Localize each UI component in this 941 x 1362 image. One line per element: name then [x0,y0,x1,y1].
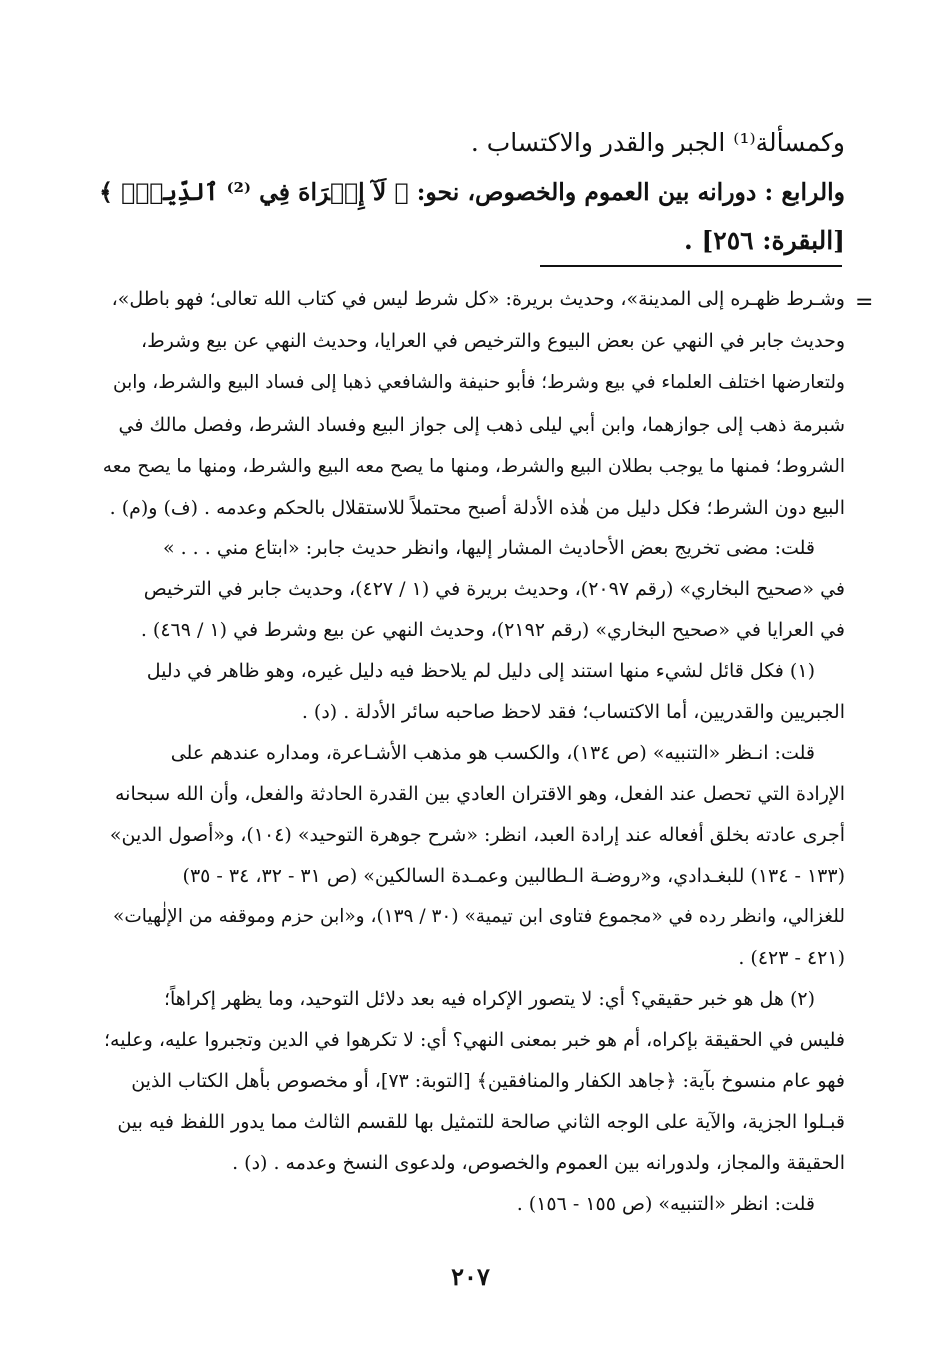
footnote-line: الحقيقة والمجاز، ولدورانه بين العموم والخصوص، ولدعوى النسخ وعدمه . (د) . [232,1152,845,1174]
footnote-line: (٤٢١ - ٤٢٣) . [738,947,845,969]
page-number: ٢٠٧ [451,1262,490,1291]
footnote-line: الإرادة التي تحصل عند الفعل، وهو الاقتران العادي بين القدرة الحادثة والفعل، وأن الله سبحانه [114,783,845,805]
main-text-line-3: [البقرة: ٢٥٦] . [684,226,845,255]
continuation-marker: = [855,290,874,315]
footnote-separator [540,265,842,267]
footnote-line: شبرمة ذهب إلى جوازهما، وابن أبي ليلى ذهب إلى جواز البيع وفساد الشرط، وفصل مالك في [118,414,845,436]
footnote-line: الجبريين والقدريين، أما الاكتساب؛ فقد لاحظ صاحبه سائر الأدلة . (د) . [301,701,845,723]
footnote-line: قبـلوا الجزية، والآية على الوجه الثاني صالحة للتمثيل بها للقسم الثالث مما يدور اللفظ فيه بين [117,1111,845,1133]
footnote-line: فليس في الحقيقة بإكراه، أم هو خبر بمعنى النهي؟ أي: لا تكرهوا في الدين وتجبروا عليه، وعليه؛ [104,1029,845,1051]
footnote-line: قلت: انـظر «التنبيه» (ص ١٣٤)، والكسب هو مذهب الأشـاعرة، ومداره عندهم على [170,742,815,764]
footnote-line: الشروط؛ فمنها ما يوجب بطلان البيع والشرط، ومنها ما يصح معه البيع والشرط، ومنها ما يصح معه [102,456,845,477]
footnote-line: وشـرط ظهـره إلى المدينة»، وحديث بريرة: «كل شرط ليس في كتاب الله تعالى؛ فهو باطل»، [111,288,845,310]
footnote-line: فهو عام منسوخ بآية: ﴿جاهد الكفار والمنافقين﴾ [التوبة: ٧٣]، أو مخصوص بأهل الكتاب الذين [131,1070,845,1092]
footnote-line: (٢) هل هو خبر حقيقي؟ أي: لا يتصور الإكراه فيه بعد دلائل التوحيد، وما يظهر إكراهاً؛ [163,988,815,1010]
footnote-line: (١٣٣ - ١٣٤) للبغـدادي، و«روضـة الـطالبين وعمـدة السالكين» (ص ٣١ - ٣٢، ٣٤ - ٣٥) [182,865,845,887]
footnote-line: البيع دون الشرط؛ فكل دليل من هٰذه الأدلة أصبح محتملاً للاستقلال بالحكم وعدمه . (ف) و(م) . [109,497,845,519]
footnote-line: (١) فكل قائل لشيء منها استند إلى دليل لم يلاحظ فيه دليل غيره، وهو ظاهر في دليل [146,660,815,682]
footnote-line: في العرايا في «صحيح البخاري» (رقم ٢١٩٢)، وحديث النهي عن بيع وشرط في (١ / ٤٦٩) . [140,619,845,641]
main-text-line-1: وكمسألة⁽¹⁾ الجبر والقدر والاكتساب . [470,128,845,157]
footnote-line: وحديث جابر في النهي عن بعض البيوع والترخيص في العرايا، وحديث النهي عن بيع وشرط، [140,330,845,352]
footnote-line: للغزالي، وانظر رده في «مجموع فتاوى ابن تيمية» (٣٠ / ١٣٩)، و«ابن حزم وموقفه من الإلٰهيات» [113,906,845,927]
footnote-line: ولتعارضها اختلف العلماء في بيع وشرط؛ فأبو حنيفة والشافعي ذهبا إلى فساد البيع والشرط، وابن [113,372,845,393]
footnote-line: قلت: مضى تخريج بعض الأحاديث المشار إليها، وانظر حديث جابر: «ابتاع مني . . . » [162,537,815,559]
main-text-line-2: والرابع : دورانه بين العموم والخصوص، نحو: ﴿ لَآ إِكۡرَاهَ فِي ⁽²⁾ ٱلدِّينِۖ ﴾ [99,178,845,206]
footnote-line: أجرى عادته بخلق أفعاله عند إرادة العبد، انظر: «شرح جوهرة التوحيد» (١٠٤)، و«أصول الدين» [109,824,845,846]
footnote-line: قلت: انظر «التنبيه» (ص ١٥٥ - ١٥٦) . [516,1193,815,1215]
footnote-line: في «صحيح البخاري» (رقم ٢٠٩٧)، وحديث بريرة في (١ / ٤٢٧)، وحديث جابر في الترخيص [143,578,845,600]
